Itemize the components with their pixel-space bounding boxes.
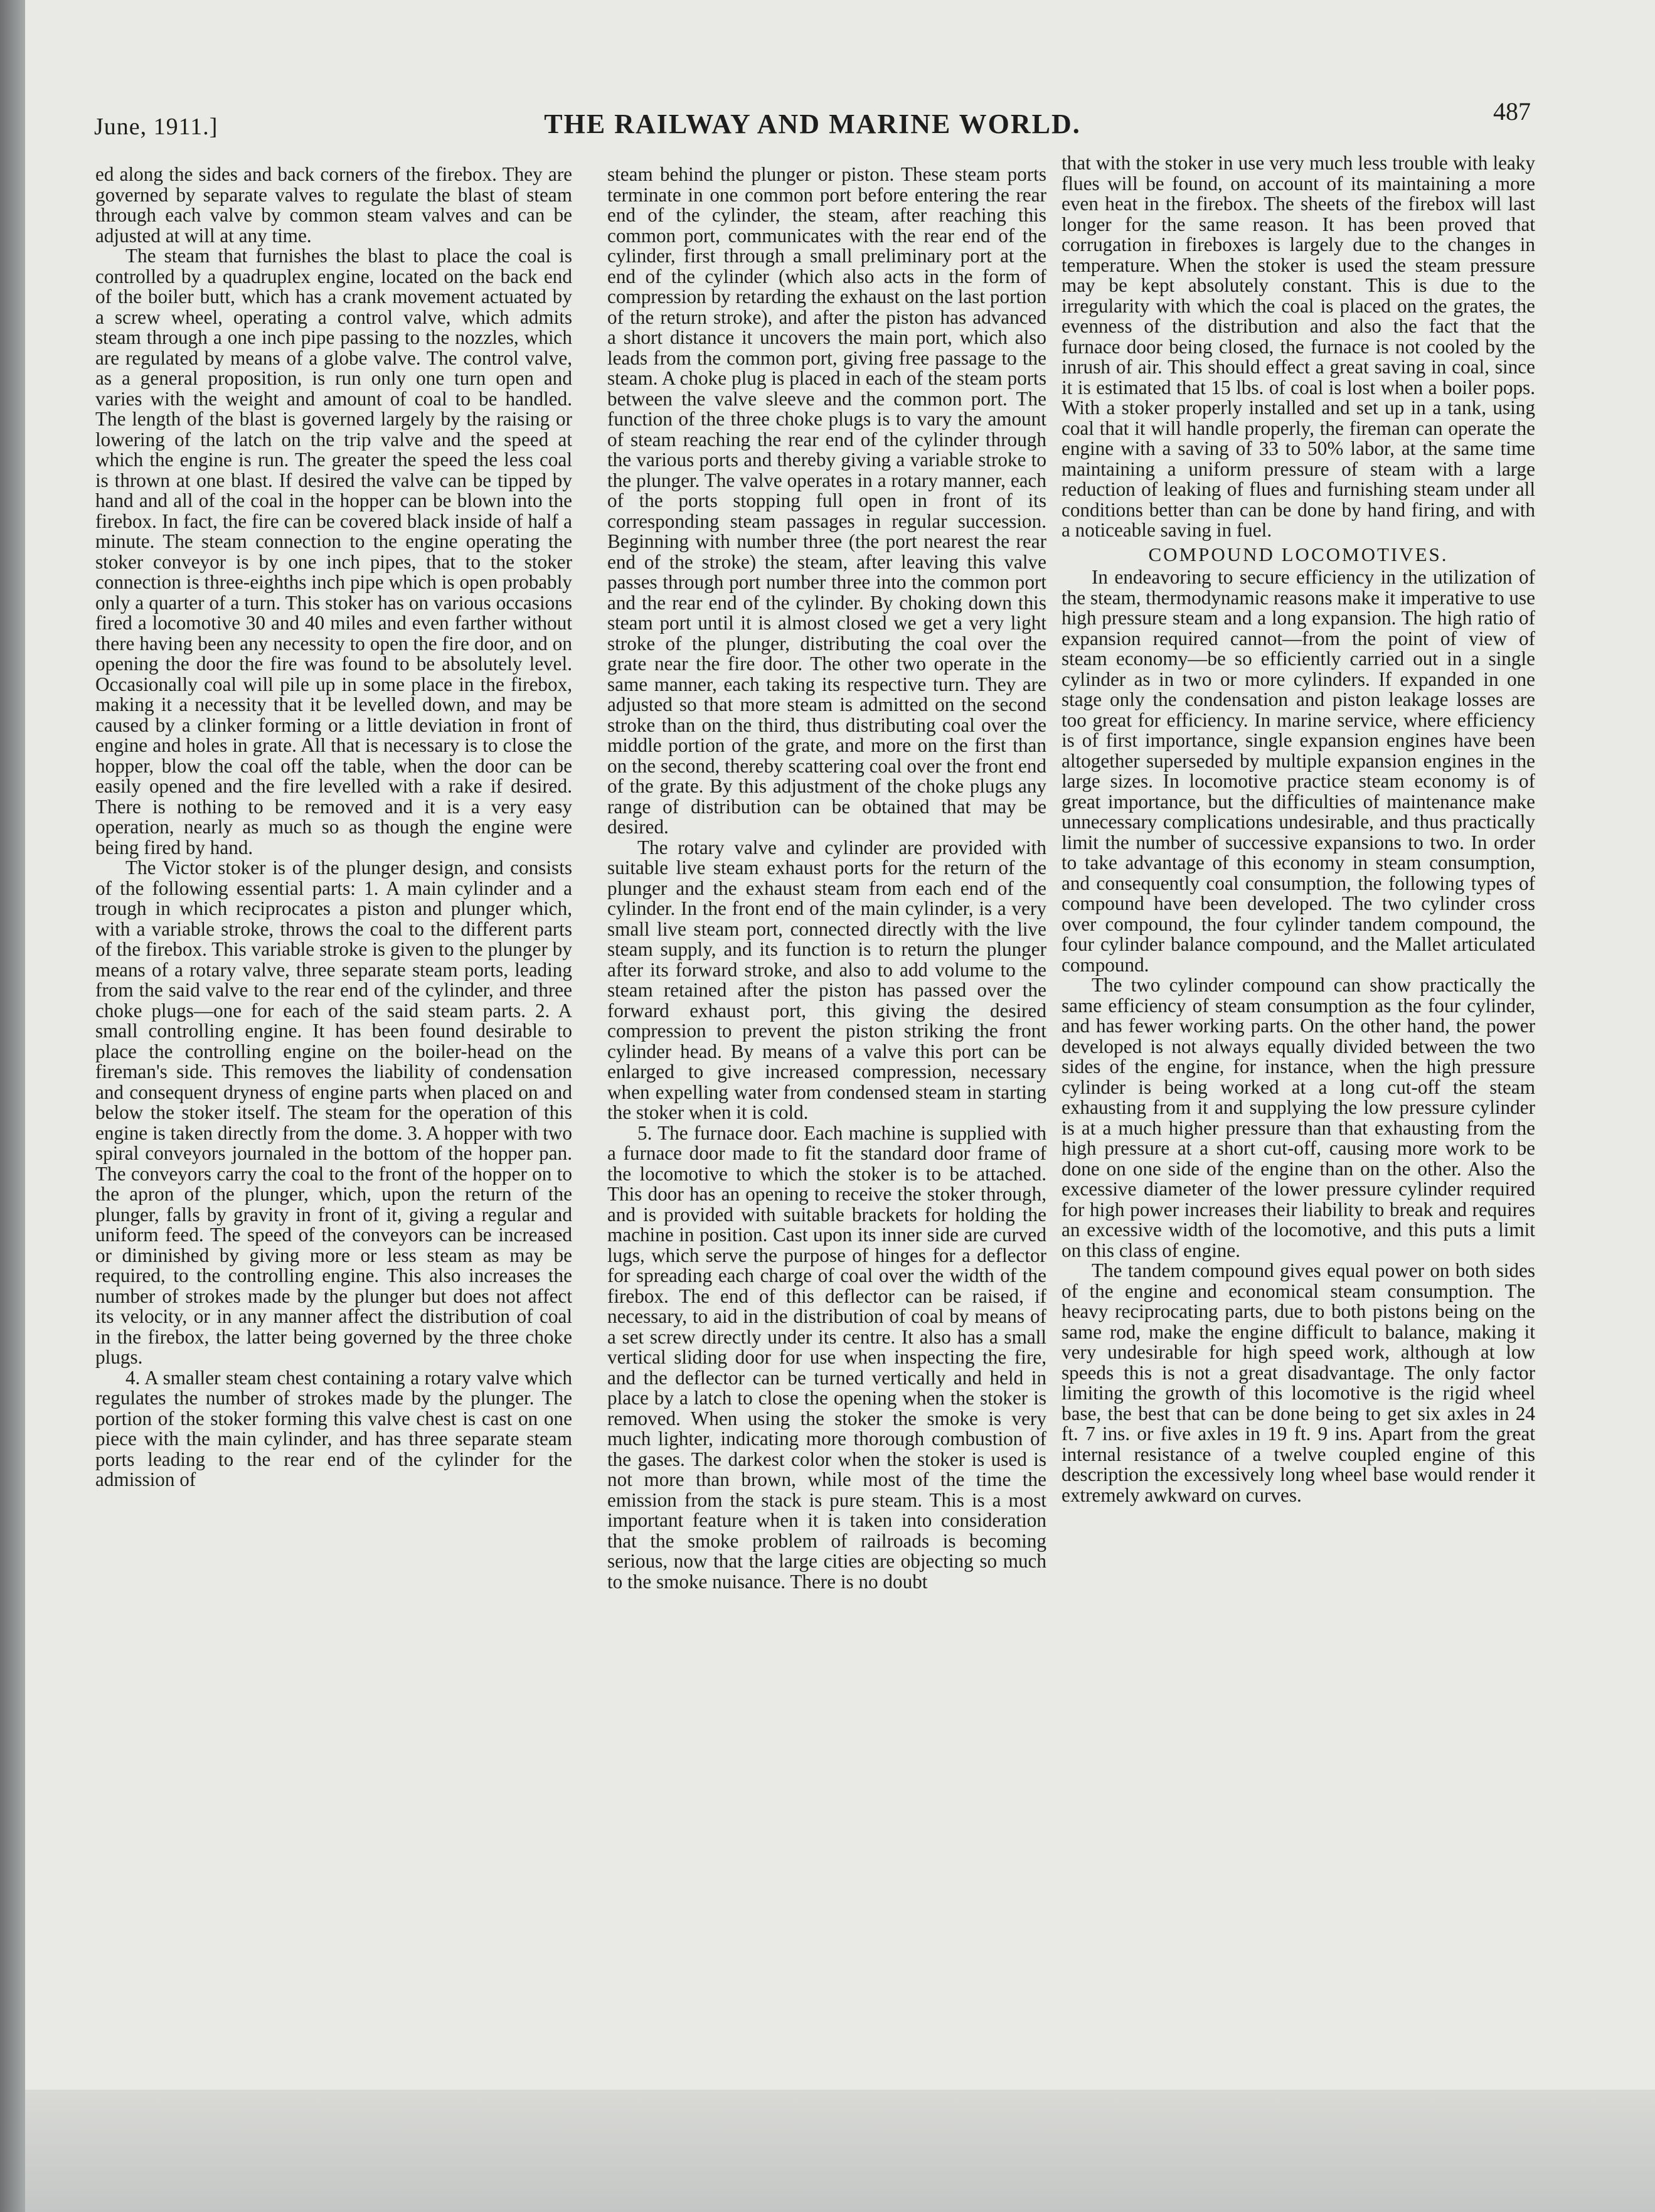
text-column-1 [95, 164, 572, 2066]
text-column-3 [1062, 153, 1535, 2054]
paragraph: 5. The furnace door. Each machine is supplied with a furnace door made to fit the standard door frame of the locomotive to which the stoker is to be attached. This door has an opening to receive the stoker through, and is provided with suitable brackets for holding the machine in position. Cast upon its inner side are curved lugs, which serve the purpose of hinges for a deflector for spreading each charge of coal over the width of the firebox. The end of this deflector can be raised, if necessary, to aid in the distribution of coal by means of a set screw directly under its centre. It also has a small vertical sliding door for use when inspecting the fire, and the deflector can be turned vertically and held in place by a latch to close the opening when the stoker is removed. When using the stoker the smoke is very much lighter, indicating more thorough combustion of the gases. The darkest color when the stoker is used is not more than brown, while most of the time the emission from the stack is pure steam. This is a most important feature when it is taken into consideration that the smoke problem of railroads is becoming serious, now that the large cities are objecting so much to the smoke nuisance. There is no doubt [607, 1121, 1046, 1593]
paragraph: The two cylinder compound can show practically the same efficiency of steam consumption as the four cylinder, and has fewer working parts. On the other hand, the power developed is not always equally divided between the two sides of the engine, for instance, when the high pressure cylinder is being worked at a long cut-off the steam exhausting from it and supplying the low pressure cylinder is at a much higher pressure than that exhausting from the high pressure at a short cut-off, causing more work to be done on one side of the engine than on the other. Also the excessive diameter of the lower pressure cylinder required for high power increases their liability to break and requires an excessive width of the locomotive, and this puts a limit on this class of engine. [1062, 974, 1535, 1261]
scan-edge [0, 0, 25, 2212]
paragraph: 4. A smaller steam chest containing a rotary valve which regulates the number of strokes made by the plunger. The portion of the stoker forming this valve chest is cast on one piece with the main cylinder, and has three separate steam ports leading to the rear end of the cylinder for the admission of [95, 1366, 572, 1490]
journal-title: THE RAILWAY AND MARINE WORLD. [544, 109, 1081, 139]
paragraph: ed along the sides and back corners of the firebox. They are governed by separate valves to regulate the blast of steam through each valve by common steam valves and can be adjusted at will at any time. [95, 164, 572, 247]
paragraph: that with the stoker in use very much less trouble with leaky flues will be found, on account of its maintaining a more even heat in the firebox. The sheets of the firebox will last longer for the same reason. It has been proved that corrugation in fireboxes is largely due to the changes in temperature. When the stoker is used the steam pressure may be kept absolutely constant. This is due to the irregularity with which the coal is placed on the grates, the evenness of the distribution and also the fact that the furnace door being closed, the furnace is not cooled by the inrush of air. This should effect a great saving in coal, since it is estimated that 15 lbs. of coal is lost when a boiler pops. With a stoker properly installed and set up in a tank, using coal that it will handle properly, the fireman can operate the engine with a saving of 33 to 50% labor, at the same time maintaining a uniform pressure of steam with a large reduction of leaking of flues and furnishing steam under all conditions better than can be done by hand firing, and with a noticeable saving in fuel. [1062, 153, 1535, 541]
paragraph: The Victor stoker is of the plunger design, and consists of the following essential parts: 1. A main cylinder and a trough in which reciprocates a piston and plunger which, with a variable stroke, throws the coal to the different parts of the firebox. This variable stroke is given to the plunger by means of a rotary valve, three separate steam ports, leading from the said valve to the rear end of the cylinder, and three choke plugs—one for each of the said steam parts. 2. A small controlling engine. It has been found desirable to place the controlling engine on the boiler-head on the fireman's side. This removes the liability of condensation and consequent dryness of engine parts when placed on and below the stoker itself. The steam for the operation of this engine is taken directly from the dome. 3. A hopper with two spiral conveyors journaled in the bottom of the hopper pan. The conveyors carry the coal to the front of the hopper on to the apron of the plunger, which, upon the return of the plunger, falls by gravity in front of it, giving a regular and uniform feed. The speed of the conveyors can be increased or diminished by giving more or less steam as may be required, to the controlling engine. This also increases the number of strokes made by the plunger but does not affect its velocity, or in any manner affect the distribution of coal in the firebox, the latter being governed by the three choke plugs. [95, 857, 572, 1368]
paragraph: steam behind the plunger or piston. These steam ports terminate in one common port before entering the rear end of the cylinder, the steam, after reaching this common port, communicates with the rear end of the cylinder, first through a small preliminary port at the end of the cylinder (which also acts in the form of compression by retarding the exhaust on the last portion of the return stroke), and after the piston has advanced a short distance it uncovers the main port, which also leads from the common port, giving free passage to the steam. A choke plug is placed in each of the steam ports between the valve sleeve and the common port. The function of the three choke plugs is to vary the amount of steam reaching the rear end of the cylinder through the various ports and thereby giving a variable stroke to the plunger. The valve operates in a rotary manner, each of the ports stopping full open in front of its corresponding steam passages in regular succession. Beginning with number three (the port nearest the rear end of the stroke) the steam, after leaving this valve passes through port number three into the common port and the rear end of the cylinder. By choking down this steam port until it is almost closed we get a very light stroke of the plunger, distributing the coal over the grate near the fire door. The other two operate in the same manner, each taking its respective turn. They are adjusted so that more steam is admitted on the second stroke than on the third, thus distributing coal over the middle portion of the grate, and more on the first than on the second, thereby scattering coal over the front end of the grate. By this adjustment of the choke plugs any range of distribution can be obtained that may be desired. [607, 164, 1046, 838]
running-header [94, 97, 1531, 144]
paragraph: In endeavoring to secure efficiency in the utilization of the steam, thermodynamic reasons make it imperative to use high pressure steam and a long expansion. The high ratio of expansion required cannot—from the point of view of steam economy—be so efficiently carried out in a single cylinder as in two or more cylinders. If expanded in one stage only the condensation and piston leakage losses are too great for efficiency. In marine service, where efficiency is of first importance, single expansion engines have been altogether superseded by multiple expansion engines in the large sizes. In locomotive practice steam economy is of great importance, but the difficulties of maintenance make unnecessary complications undesirable, and thus practically limit the number of successive expansions to two. In order to take advantage of this economy in steam consumption, and consequently coal consumption, the following types of compound have been developed. The two cylinder cross over compound, the four cylinder tandem compound, the four cylinder balance compound, and the Mallet articulated compound. [1062, 566, 1535, 976]
issue-date: June, 1911.] [94, 114, 218, 140]
text-column-2 [607, 164, 1046, 2066]
paragraph: The tandem compound gives equal power on both sides of the engine and economical steam consumption. The heavy reciprocating parts, due to both pistons being on the same rod, make the engine difficult to balance, making it very undesirable for high speed work, although at low speeds this is not a great disadvantage. The only factor limiting the growth of this locomotive is the rigid wheel base, the best that can be done being to get six axles in 24 ft. 7 ins. or five axles in 19 ft. 9 ins. Apart from the great internal resistance of a twelve coupled engine of this description the excessively long wheel base would render it extremely awkward on curves. [1062, 1259, 1535, 1506]
page-number: 487 [1493, 97, 1531, 126]
section-heading: COMPOUND LOCOMOTIVES. [1148, 543, 1449, 565]
paragraph: The steam that furnishes the blast to place the coal is controlled by a quadruplex engine, located on the back end of the boiler butt, which has a crank movement actuated by a screw wheel, operating a control valve, which admits steam through a one inch pipe passing to the nozzles, which are regulated by means of a globe valve. The control valve, as a general proposition, is run only one turn open and varies with the weight and amount of coal to be handled. The length of the blast is governed largely by the raising or lowering of the latch on the trip valve and the speed at which the engine is run. The greater the speed the less coal is thrown at one blast. If desired the valve can be tipped by hand and all of the coal in the hopper can be blown into the firebox. In fact, the fire can be covered black inside of half a minute. The steam connection to the engine operating the stoker conveyor is by one inch pipes, that to the stoker connection is three-eighths inch pipe which is open probably only a quarter of a turn. This stoker has on various occasions fired a locomotive 30 and 40 miles and even farther without there having been any necessity to open the fire door, and on opening the door the fire was found to be absolutely level. Occasionally coal will pile up in some place in the firebox, making it a necessity that it be levelled down, and may be caused by a clinker forming or a little deviation in front of engine and holes in grate. All that is necessary is to close the hopper, blow the coal off the table, when the door can be easily opened and the fire levelled with a rake if desired. There is nothing to be removed and it is a very easy operation, nearly as much so as though the engine were being fired by hand. [95, 245, 572, 858]
page-bottom-margin [25, 2090, 1655, 2212]
paragraph: The rotary valve and cylinder are provided with suitable live steam exhaust ports for the return of the plunger and the exhaust steam from each end of the cylinder. In the front end of the main cylinder, is a very small live steam port, connected directly with the live steam supply, and its function is to return the plunger after its forward stroke, and also to add volume to the steam retained after the piston has passed over the forward exhaust port, this giving the desired compression to prevent the piston striking the front cylinder head. By means of a valve this port can be enlarged to give increased compression, necessary when expelling water from condensed steam in starting the stoker when it is cold. [607, 836, 1046, 1123]
